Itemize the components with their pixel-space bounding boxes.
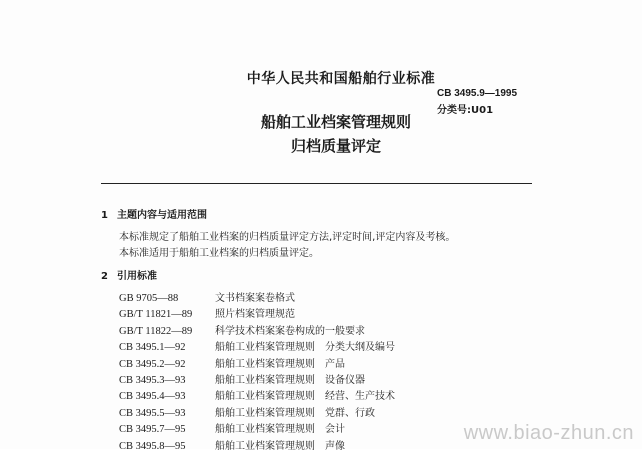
reference-code: CB 3495.1—92 [119, 342, 186, 354]
reference-item [119, 422, 395, 438]
reference-title: 文书档案案卷格式 [215, 293, 295, 304]
reference-title: 船舶工业档案管理规则 分类大纲及编号 [215, 342, 395, 354]
section-heading-2 [101, 267, 157, 282]
reference-item [119, 324, 395, 340]
reference-title: 船舶工业档案管理规则 设备仪器 [215, 374, 365, 386]
reference-code: CB 3495.4—93 [119, 391, 186, 403]
reference-item [119, 439, 395, 455]
reference-item [119, 389, 395, 405]
section-title: 引用标准 [117, 271, 157, 282]
reference-title: 船舶工业档案管理规则 声像 [215, 440, 345, 452]
standard-number: CB 3495.9—1995 [437, 88, 518, 99]
paragraph: 本标准适用于船舶工业档案的归档质量评定。 [119, 248, 319, 259]
reference-title: 船舶工业档案管理规则 党群、行政 [215, 407, 375, 419]
reference-code: GB/T 11822—89 [119, 325, 193, 337]
document-title: 船舶工业档案管理规则 [260, 113, 411, 131]
classification-number: 分类号:U01 [437, 105, 494, 116]
reference-item [119, 340, 395, 356]
reference-code: CB 3495.5—93 [119, 407, 186, 419]
reference-title: 船舶工业档案管理规则 经营、生产技术 [215, 391, 395, 403]
reference-item [119, 406, 395, 422]
reference-title: 科学技术档案案卷构成的一般要求 [215, 325, 365, 337]
reference-title: 船舶工业档案管理规则 会计 [215, 424, 345, 436]
org-title: 中华人民共和国船舶行业标准 [246, 71, 436, 87]
reference-list [119, 291, 395, 455]
reference-item [119, 373, 395, 389]
reference-code: CB 3495.3—93 [119, 374, 186, 386]
header-divider [101, 183, 532, 184]
document-subtitle: 归档质量评定 [290, 137, 381, 155]
reference-code: CB 3495.2—92 [119, 358, 186, 370]
reference-title: 船舶工业档案管理规则 产品 [215, 358, 345, 370]
reference-code: CB 3495.7—95 [119, 424, 186, 436]
section-number: 1 [101, 210, 108, 221]
section-heading-1 [101, 206, 207, 221]
section-title: 主题内容与适用范围 [117, 210, 207, 221]
reference-title: 照片档案管理规范 [215, 309, 295, 321]
reference-code: GB 9705—88 [119, 293, 179, 304]
reference-item [119, 357, 395, 373]
reference-item [119, 307, 395, 323]
reference-code: GB/T 11821—89 [119, 309, 193, 321]
watermark: www.biao-zhun.cn [463, 422, 634, 444]
reference-item [119, 291, 395, 307]
section-number: 2 [101, 271, 108, 282]
reference-code: CB 3495.8—95 [119, 440, 186, 452]
paragraph: 本标准规定了船舶工业档案的归档质量评定方法,评定时间,评定内容及考核。 [119, 232, 456, 243]
